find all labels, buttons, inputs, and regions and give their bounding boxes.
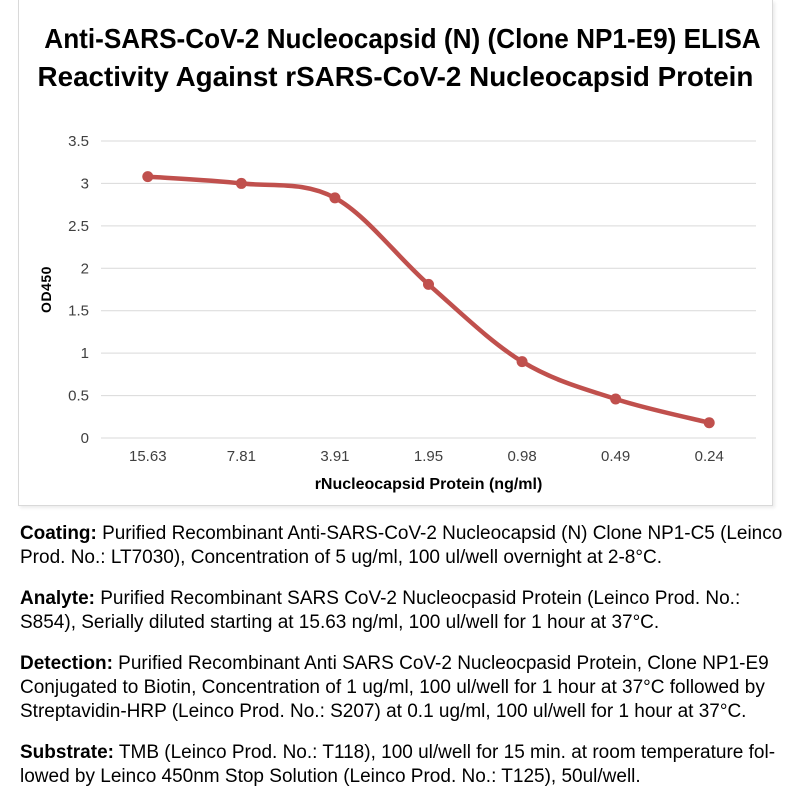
y-tick-label: 3: [80, 175, 89, 193]
note-line: S854), Serially diluted starting at 15.63 ng/ml, 100 ul/well for 1 hour at 37°C.: [20, 612, 660, 633]
x-tick-label: 7.81: [226, 448, 256, 465]
y-tick-label: 1: [80, 345, 89, 363]
y-tick-label: 0: [80, 430, 89, 447]
note-line: Analyte: Purified Recombinant SARS CoV-2 Nucleocpasid Protein (Leinco Prod. No.:: [20, 588, 741, 609]
data-point-marker: [610, 393, 621, 404]
note-paragraph: [20, 522, 783, 570]
assay-notes: [0, 506, 800, 789]
note-line: Prod. No.: LT7030), Concentration of 5 ug/ml, 100 ul/well overnight at 2-8°C.: [20, 547, 662, 568]
note-paragraph: [20, 741, 780, 789]
data-point-marker: [704, 417, 715, 428]
y-tick-label: 2: [80, 260, 89, 278]
note-line: Streptavidin-HRP (Leinco Prod. No.: S207) at 0.1 ug/ml, 100 ul/well for 1 hour at 37°C.: [20, 701, 747, 722]
note-line: Coating: Purified Recombinant Anti-SARS-CoV-2 Nucleocapsid (N) Clone NP1-C5 (Leinco: [20, 523, 783, 544]
data-point-marker: [236, 178, 247, 189]
x-tick-label: 0.98: [507, 448, 537, 465]
note-paragraph: [20, 652, 780, 724]
data-point-marker: [423, 279, 434, 290]
note-line: Substrate: TMB (Leinco Prod. No.: T118), 100 ul/well for 15 min. at room temperature fol-: [20, 742, 776, 763]
data-point-marker: [142, 171, 153, 182]
x-tick-label: 1.95: [413, 448, 444, 465]
data-point-marker: [329, 192, 340, 203]
data-point-marker: [517, 356, 528, 367]
note-label: Coating:: [20, 523, 97, 544]
y-axis-title: OD450: [38, 266, 54, 313]
elisa-chart-panel: [18, 0, 773, 506]
x-tick-label: 0.24: [694, 448, 724, 465]
chart-title-line2: Reactivity Against rSARS-CoV-2 Nucleocapsid Protein: [37, 61, 754, 92]
y-tick-label: 3.5: [68, 133, 89, 150]
note-line: Detection: Purified Recombinant Anti SARS CoV-2 Nucleocpasid Protein, Clone NP1-E9: [20, 653, 769, 674]
note-paragraph: [20, 587, 780, 635]
note-label: Detection:: [20, 653, 113, 674]
x-tick-label: 15.63: [129, 448, 167, 465]
chart-title-line1: Anti-SARS-CoV-2 Nucleocapsid (N) (Clone NP1-E9) ELISA: [44, 23, 761, 54]
note-line: lowed by Leinco 450nm Stop Solution (Leinco Prod. No.: T125), 50ul/well.: [20, 766, 641, 787]
y-tick-label: 0.5: [68, 387, 89, 405]
x-axis-title: rNucleocapsid Protein (ng/ml): [314, 476, 543, 493]
x-tick-label: 3.91: [320, 448, 350, 465]
y-tick-label: 1.5: [68, 302, 89, 320]
series-line: [148, 177, 709, 423]
elisa-line-chart: [19, 0, 774, 506]
x-tick-label: 0.49: [601, 448, 631, 465]
note-line: Conjugated to Biotin, Concentration of 1 ug/ml, 100 ul/well for 1 hour at 37°C followed by: [20, 677, 765, 698]
note-label: Analyte:: [20, 588, 95, 609]
y-tick-label: 2.5: [68, 217, 89, 235]
note-label: Substrate:: [20, 742, 114, 763]
